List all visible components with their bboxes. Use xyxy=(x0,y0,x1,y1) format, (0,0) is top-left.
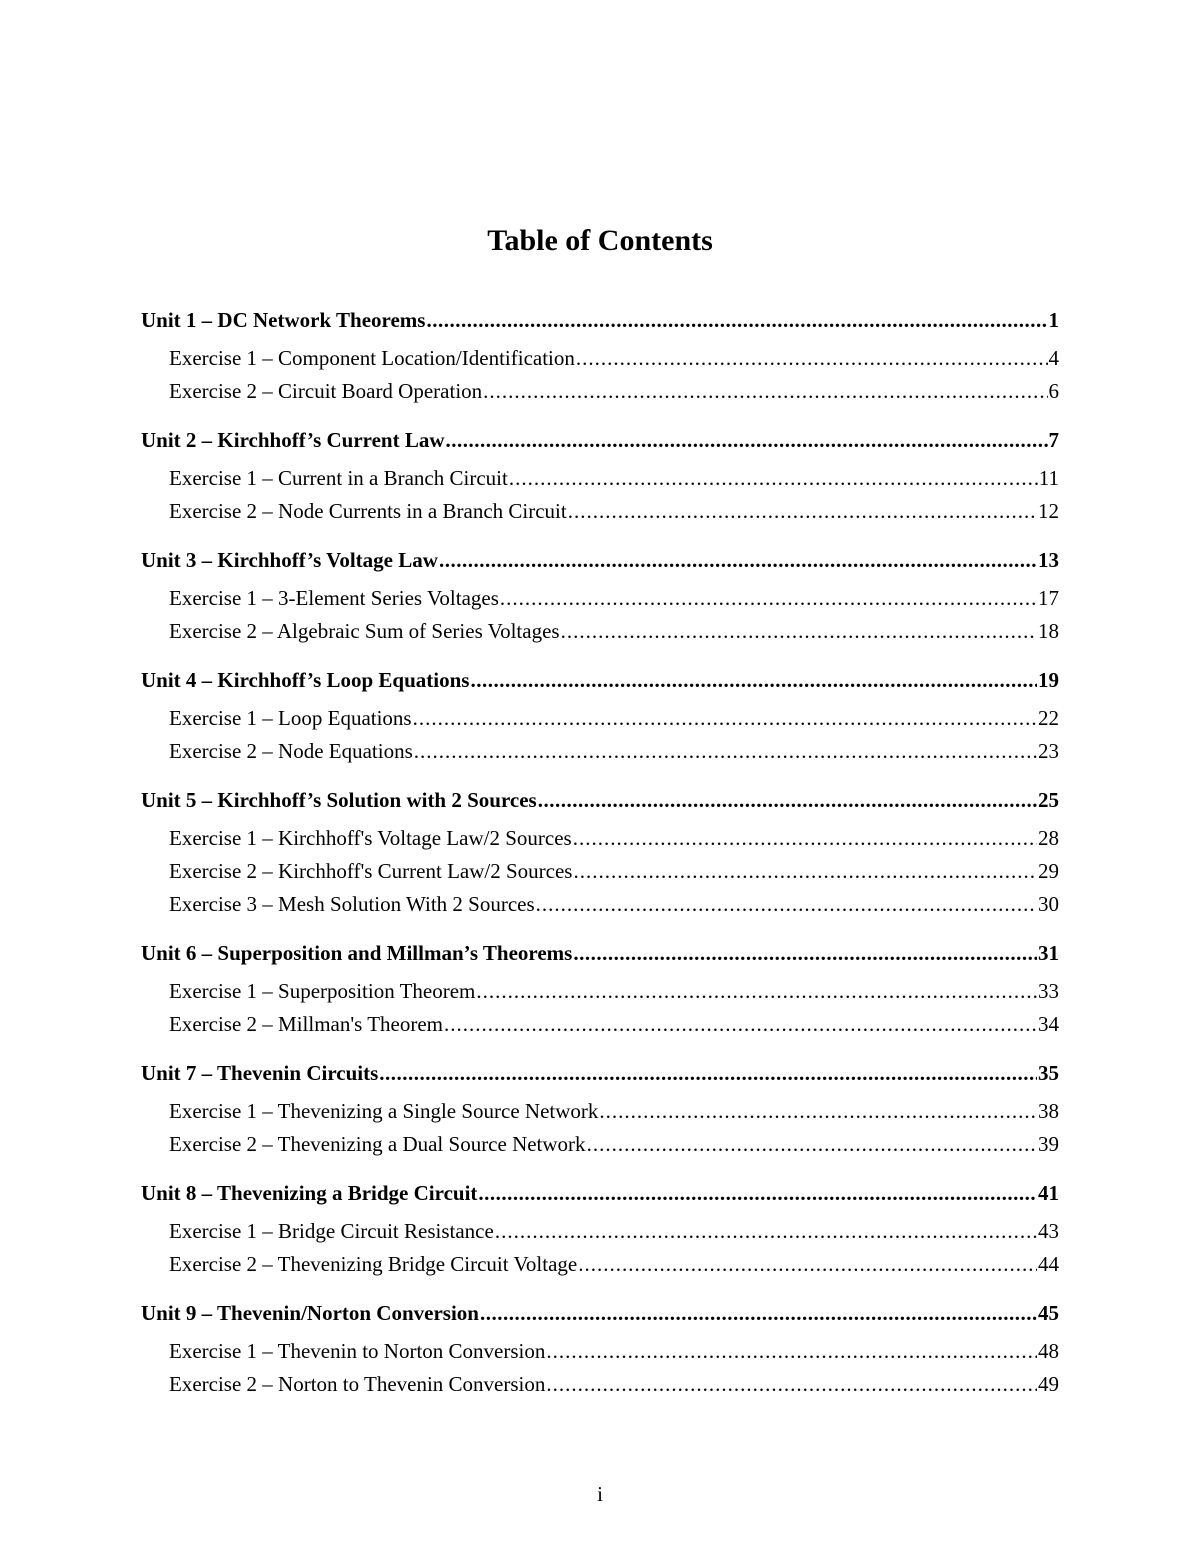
dot-leader xyxy=(413,702,1037,735)
toc-exercise-entry[interactable] xyxy=(141,735,1059,768)
toc-exercise-entry[interactable] xyxy=(141,615,1059,648)
toc-exercise-entry[interactable] xyxy=(141,375,1059,408)
exercise-page-number: 49 xyxy=(1038,1372,1059,1396)
dot-leader xyxy=(573,855,1037,888)
exercise-title: Exercise 1 – Superposition Theorem xyxy=(169,979,476,1003)
exercise-page-number: 4 xyxy=(1048,346,1059,370)
toc-exercise-entry[interactable] xyxy=(141,702,1059,735)
toc-unit-block xyxy=(141,784,1059,921)
exercise-page-number: 30 xyxy=(1038,892,1059,916)
dot-leader xyxy=(561,615,1037,648)
toc-exercise-entry[interactable] xyxy=(141,975,1059,1008)
dot-leader xyxy=(536,888,1037,921)
exercise-title: Exercise 1 – Thevenizing a Single Source Network xyxy=(169,1099,599,1123)
exercise-title: Exercise 1 – Loop Equations xyxy=(169,706,412,730)
exercise-page-number: 12 xyxy=(1038,499,1059,523)
toc-unit-entry[interactable] xyxy=(141,544,1059,576)
exercise-page-number: 39 xyxy=(1038,1132,1059,1156)
dot-leader xyxy=(446,424,1048,456)
unit-page-number: 19 xyxy=(1038,668,1059,692)
toc-exercise-entry[interactable] xyxy=(141,462,1059,495)
unit-page-number: 7 xyxy=(1048,428,1059,452)
toc-unit-entry[interactable] xyxy=(141,784,1059,816)
exercise-page-number: 17 xyxy=(1038,586,1059,610)
dot-leader xyxy=(483,375,1047,408)
dot-leader xyxy=(480,1297,1037,1329)
dot-leader xyxy=(568,495,1037,528)
exercise-page-number: 29 xyxy=(1038,859,1059,883)
toc-exercise-entry[interactable] xyxy=(141,1335,1059,1368)
toc-unit-entry[interactable] xyxy=(141,424,1059,456)
dot-leader xyxy=(587,1128,1037,1161)
toc-exercise-entry[interactable] xyxy=(141,1008,1059,1041)
toc-unit-block xyxy=(141,1177,1059,1281)
toc-unit-entry[interactable] xyxy=(141,304,1059,336)
toc-unit-entry[interactable] xyxy=(141,1057,1059,1089)
toc-exercise-entry[interactable] xyxy=(141,822,1059,855)
toc-exercise-entry[interactable] xyxy=(141,888,1059,921)
toc-unit-entry[interactable] xyxy=(141,1177,1059,1209)
toc-unit-entry[interactable] xyxy=(141,937,1059,969)
unit-title: Unit 4 – Kirchhoff’s Loop Equations xyxy=(141,668,470,692)
toc-unit-entry[interactable] xyxy=(141,1297,1059,1329)
toc-exercise-entry[interactable] xyxy=(141,1215,1059,1248)
toc-exercise-entry[interactable] xyxy=(141,495,1059,528)
dot-leader xyxy=(509,462,1038,495)
dot-leader xyxy=(599,1095,1037,1128)
toc-exercise-entry[interactable] xyxy=(141,1248,1059,1281)
exercise-page-number: 44 xyxy=(1038,1252,1059,1276)
unit-page-number: 1 xyxy=(1048,308,1059,332)
exercise-title: Exercise 2 – Node Equations xyxy=(169,739,413,763)
exercise-title: Exercise 2 – Norton to Thevenin Conversion xyxy=(169,1372,546,1396)
dot-leader xyxy=(538,784,1037,816)
dot-leader xyxy=(546,1368,1037,1401)
toc-unit-block xyxy=(141,304,1059,408)
unit-title: Unit 6 – Superposition and Millman’s Theorems xyxy=(141,941,573,965)
toc-exercise-entry[interactable] xyxy=(141,1095,1059,1128)
exercise-title: Exercise 1 – Bridge Circuit Resistance xyxy=(169,1219,494,1243)
exercise-title: Exercise 1 – Component Location/Identification xyxy=(169,346,575,370)
table-of-contents xyxy=(141,304,1059,1417)
exercise-page-number: 34 xyxy=(1038,1012,1059,1036)
unit-page-number: 13 xyxy=(1038,548,1059,572)
unit-page-number: 25 xyxy=(1038,788,1059,812)
exercise-title: Exercise 2 – Algebraic Sum of Series Voltages xyxy=(169,619,560,643)
unit-page-number: 45 xyxy=(1038,1301,1059,1325)
exercise-title: Exercise 1 – 3-Element Series Voltages xyxy=(169,586,499,610)
exercise-title: Exercise 1 – Current in a Branch Circuit xyxy=(169,466,508,490)
exercise-title: Exercise 1 – Thevenin to Norton Conversion xyxy=(169,1339,546,1363)
unit-page-number: 31 xyxy=(1038,941,1059,965)
dot-leader xyxy=(573,822,1037,855)
exercise-title: Exercise 2 – Node Currents in a Branch Circuit xyxy=(169,499,567,523)
dot-leader xyxy=(439,544,1037,576)
dot-leader xyxy=(478,1177,1037,1209)
unit-title: Unit 9 – Thevenin/Norton Conversion xyxy=(141,1301,479,1325)
unit-title: Unit 3 – Kirchhoff’s Voltage Law xyxy=(141,548,438,572)
exercise-page-number: 22 xyxy=(1038,706,1059,730)
exercise-title: Exercise 2 – Millman's Theorem xyxy=(169,1012,443,1036)
dot-leader xyxy=(476,975,1037,1008)
toc-unit-block xyxy=(141,937,1059,1041)
unit-title: Unit 8 – Thevenizing a Bridge Circuit xyxy=(141,1181,478,1205)
exercise-title: Exercise 3 – Mesh Solution With 2 Sources xyxy=(169,892,535,916)
dot-leader xyxy=(578,1248,1037,1281)
exercise-page-number: 43 xyxy=(1038,1219,1059,1243)
toc-unit-block xyxy=(141,664,1059,768)
page-number: i xyxy=(597,1482,603,1506)
toc-unit-block xyxy=(141,1297,1059,1401)
dot-leader xyxy=(470,664,1037,696)
exercise-page-number: 33 xyxy=(1038,979,1059,1003)
dot-leader xyxy=(426,304,1047,336)
toc-exercise-entry[interactable] xyxy=(141,855,1059,888)
exercise-page-number: 48 xyxy=(1038,1339,1059,1363)
dot-leader xyxy=(495,1215,1037,1248)
unit-title: Unit 7 – Thevenin Circuits xyxy=(141,1061,379,1085)
dot-leader xyxy=(546,1335,1037,1368)
toc-exercise-entry[interactable] xyxy=(141,582,1059,615)
exercise-title: Exercise 2 – Kirchhoff's Current Law/2 Sources xyxy=(169,859,573,883)
page-title: Table of Contents xyxy=(487,224,713,257)
unit-page-number: 41 xyxy=(1038,1181,1059,1205)
toc-exercise-entry[interactable] xyxy=(141,1128,1059,1161)
toc-unit-block xyxy=(141,424,1059,528)
exercise-page-number: 28 xyxy=(1038,826,1059,850)
exercise-title: Exercise 2 – Circuit Board Operation xyxy=(169,379,483,403)
unit-title: Unit 2 – Kirchhoff’s Current Law xyxy=(141,428,445,452)
exercise-title: Exercise 1 – Kirchhoff's Voltage Law/2 Sources xyxy=(169,826,572,850)
dot-leader xyxy=(414,735,1037,768)
dot-leader xyxy=(576,342,1048,375)
unit-title: Unit 1 – DC Network Theorems xyxy=(141,308,426,332)
toc-unit-entry[interactable] xyxy=(141,664,1059,696)
toc-unit-block xyxy=(141,544,1059,648)
exercise-page-number: 18 xyxy=(1038,619,1059,643)
toc-unit-block xyxy=(141,1057,1059,1161)
dot-leader xyxy=(444,1008,1037,1041)
exercise-page-number: 6 xyxy=(1048,379,1059,403)
unit-title: Unit 5 – Kirchhoff’s Solution with 2 Sources xyxy=(141,788,537,812)
unit-page-number: 35 xyxy=(1038,1061,1059,1085)
dot-leader xyxy=(500,582,1037,615)
toc-exercise-entry[interactable] xyxy=(141,342,1059,375)
exercise-page-number: 38 xyxy=(1038,1099,1059,1123)
dot-leader xyxy=(573,937,1037,969)
exercise-title: Exercise 2 – Thevenizing Bridge Circuit Voltage xyxy=(169,1252,578,1276)
dot-leader xyxy=(379,1057,1037,1089)
exercise-page-number: 23 xyxy=(1038,739,1059,763)
exercise-title: Exercise 2 – Thevenizing a Dual Source Network xyxy=(169,1132,586,1156)
exercise-page-number: 11 xyxy=(1038,466,1059,490)
toc-exercise-entry[interactable] xyxy=(141,1368,1059,1401)
